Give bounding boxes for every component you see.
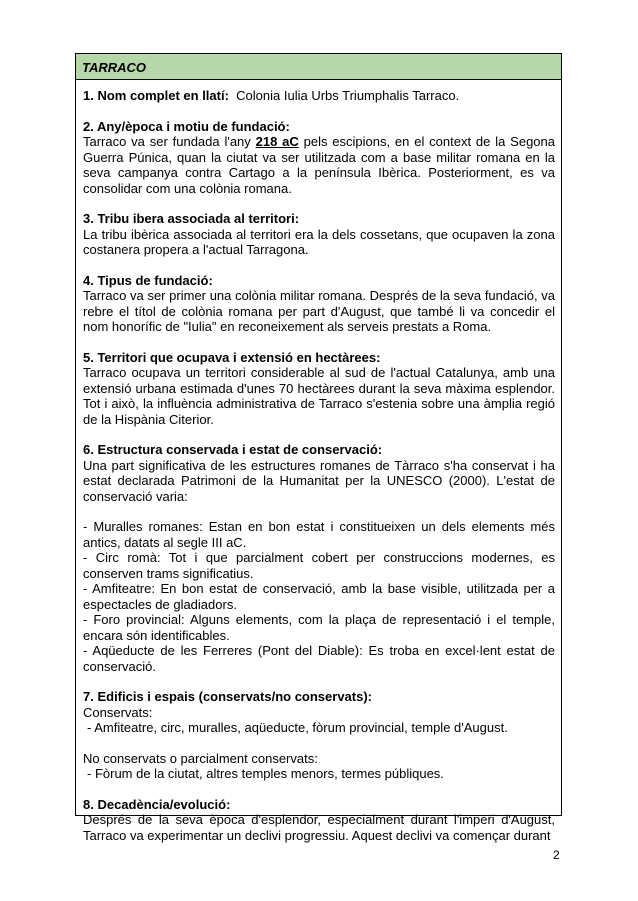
section-2-text-after: pels escipions, en el context de la Segona Guerra Púnica, quan la ciutat va ser utilitzada com a base militar romana en la seva campanya contra Cartago a la península Ibèrica. Posteriorment, es va consolidar com una colònia romana. [83, 134, 555, 196]
section-6-title: 6. Estructura conservada i estat de conservació: [83, 442, 383, 457]
list-item: - Muralles romanes: Estan en bon estat i constitueixen un dels elements més antics, datats al segle III aC. [83, 519, 555, 550]
section-tribe [83, 211, 555, 258]
conserved-item: - Amfiteatre, circ, muralles, aqüeducte, fòrum provincial, temple d'August. [87, 720, 508, 735]
section-8-title: 8. Decadència/evolució: [83, 796, 231, 812]
section-3-text: La tribu ibèrica associada al territori era la dels cossetans, que ocupaven la zona costanera propera a l'actual Tarragona. [83, 226, 555, 257]
section-1-text: Colonia Iulia Urbs Triumphalis Tarraco. [236, 88, 460, 103]
spacer [83, 736, 555, 751]
list-item: - Circ romà: Tot i que parcialment cobert per construccions modernes, es conserven trams significatius. [83, 550, 555, 581]
section-foundation-type [83, 273, 555, 335]
section-6-text: Una part significativa de les estructures romanes de Tàrraco s'ha conservat i ha estat declarada Patrimoni de la Humanitat per la UNESCO (2000). L'estat de conservació varia: [83, 457, 555, 504]
spacer [83, 504, 555, 519]
section-2-text-before: Tarraco va ser fundada l'any [83, 134, 256, 149]
list-item: - Aqüeducte de les Ferreres (Pont del Diable): Es troba en excel·lent estat de conservació. [83, 643, 555, 674]
section-8-text: Després de la seva època d'esplendor, especialment durant l'imperi d'August, Tarraco va experimentar un declivi progressiu. Aquest declivi va començar durant [83, 812, 555, 843]
conserved-label: Conservats: [83, 704, 153, 720]
section-conservation [83, 442, 555, 674]
page-number: 2 [553, 848, 560, 862]
section-2-title: 2. Any/època i motiu de fundació: [83, 118, 290, 134]
section-latin-name [83, 88, 555, 104]
section-decline [83, 797, 555, 844]
header-title: TARRACO [82, 60, 147, 75]
section-buildings [83, 689, 555, 782]
not-conserved-item: - Fòrum de la ciutat, altres temples menors, termes públiques. [87, 766, 444, 781]
table-body [76, 80, 561, 843]
section-3-title: 3. Tribu ibera associada al territori: [83, 211, 300, 226]
list-item: - Foro provincial: Alguns elements, com la plaça de representació i el temple, encara són identificables. [83, 612, 555, 643]
list-item: - Amfiteatre: En bon estat de conservació, amb la base visible, utilitzada per a espectacles de gladiadors. [83, 581, 555, 612]
section-1-title: 1. Nom complet en llatí: [83, 88, 229, 103]
section-4-title: 4. Tipus de fundació: [83, 272, 213, 288]
section-2-highlight: 218 aC [255, 134, 299, 149]
table-header [76, 54, 561, 80]
section-5-title: 5. Territori que ocupava i extensió en hectàrees: [83, 349, 381, 365]
not-conserved-label: No conservats o parcialment conservats: [83, 750, 318, 766]
section-5-text: Tarraco ocupava un territori considerable al sud de l'actual Catalunya, amb una extensió urbana estimada d'unes 70 hectàrees durant la seva màxima esplendor. Tot i això, la influència administrativa de Tarraco s'estenia sobre una àmplia regió de la Hispània Citerior. [83, 365, 555, 427]
section-4-text: Tarraco va ser primer una colònia militar romana. Després de la seva fundació, va rebre el títol de colònia romana per part d'August, que també li va concedir el nom honorífic de "Iulia" en reconeixement als serveis prestats a Roma. [83, 288, 555, 334]
section-7-title: 7. Edificis i espais (conservats/no conservats): [83, 689, 373, 704]
section-territory [83, 350, 555, 428]
info-table [75, 53, 562, 843]
section-foundation [83, 119, 555, 197]
